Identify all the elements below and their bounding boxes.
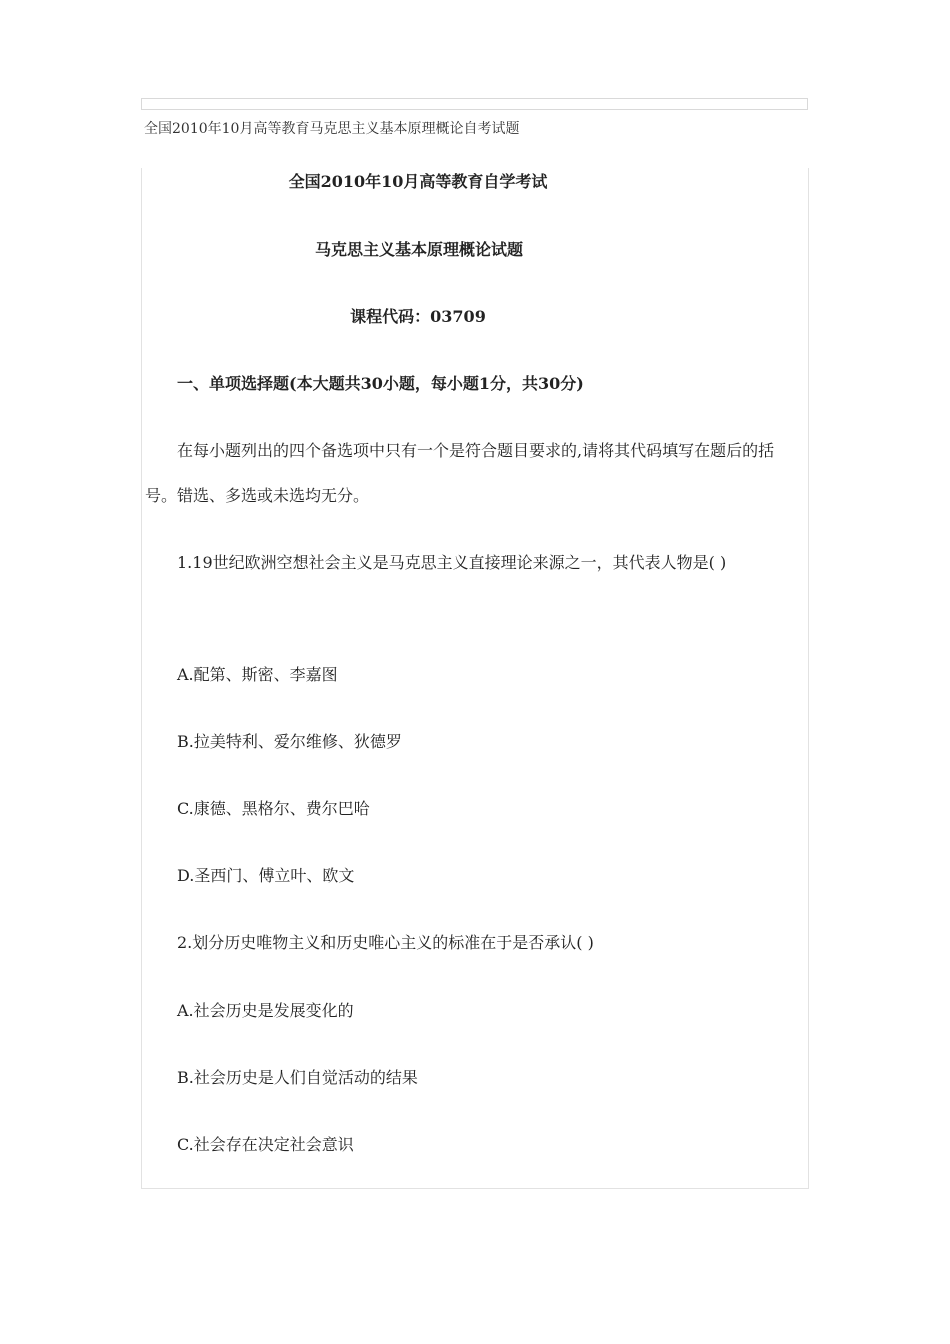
question-1-option-a: A.配第、斯密、李嘉图 [177, 665, 338, 684]
question-1-option-d: D.圣西门、傅立叶、欧文 [177, 866, 355, 885]
question-2-option-a: A.社会历史是发展变化的 [177, 1001, 354, 1020]
instruction-line-1: 在每小题列出的四个备选项中只有一个是符合题目要求的,请将其代码填写在题后的括 [177, 441, 775, 460]
question-1-stem: 1.19世纪欧洲空想社会主义是马克思主义直接理论来源之一，其代表人物是( ) [177, 553, 727, 572]
section-heading: 一、单项选择题(本大题共30小题，每小题1分，共30分) [177, 374, 584, 393]
question-2-option-b: B.社会历史是人们自觉活动的结果 [177, 1068, 418, 1087]
question-2-option-c: C.社会存在决定社会意识 [177, 1135, 354, 1154]
exam-subject-title: 马克思主义基本原理概论试题 [314, 240, 523, 259]
course-code: 课程代码：03709 [350, 307, 486, 326]
instruction-line-2: 号。错选、多选或未选均无分。 [145, 486, 370, 505]
top-frame-bar [141, 98, 808, 110]
question-1-option-b: B.拉美特利、爱尔维修、狄德罗 [177, 732, 402, 751]
question-1-option-c: C.康德、黑格尔、费尔巴哈 [177, 799, 370, 818]
exam-title: 全国2010年10月高等教育自学考试 [288, 172, 548, 191]
question-2-stem: 2.划分历史唯物主义和历史唯心主义的标准在于是否承认( ) [177, 933, 594, 952]
document-subtitle: 全国2010年10月高等教育马克思主义基本原理概论自考试题 [144, 121, 520, 137]
